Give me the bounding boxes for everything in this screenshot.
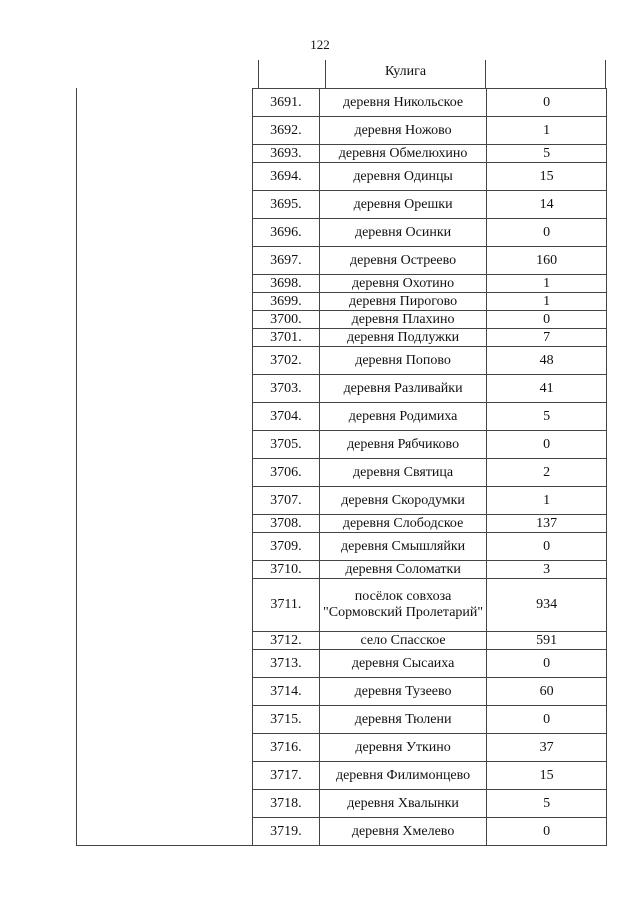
row-number: 3701. bbox=[252, 329, 319, 346]
settlement-name: деревня Рябчиково bbox=[319, 431, 487, 458]
row-number: 3716. bbox=[252, 734, 319, 761]
population-value: 37 bbox=[486, 734, 606, 761]
row-number: 3708. bbox=[252, 515, 319, 532]
table-row bbox=[252, 789, 606, 817]
row-number: 3700. bbox=[252, 311, 319, 328]
population-value: 0 bbox=[486, 89, 606, 116]
page-number: 122 bbox=[310, 37, 330, 52]
settlement-name: деревня Остреево bbox=[319, 247, 487, 274]
population-value: 0 bbox=[486, 650, 606, 677]
row-number: 3699. bbox=[252, 293, 319, 310]
settlement-name: деревня Обмелюхино bbox=[319, 145, 487, 162]
settlement-name: деревня Разливайки bbox=[319, 375, 487, 402]
row-number: 3697. bbox=[252, 247, 319, 274]
table-row bbox=[252, 817, 606, 845]
table-row bbox=[252, 458, 606, 486]
population-value: 160 bbox=[486, 247, 606, 274]
table-row bbox=[252, 402, 606, 430]
row-number: 3718. bbox=[252, 790, 319, 817]
table-header-row bbox=[76, 60, 607, 88]
table-row bbox=[252, 430, 606, 458]
table-row bbox=[252, 761, 606, 789]
table-row bbox=[252, 705, 606, 733]
population-value: 1 bbox=[486, 117, 606, 144]
row-number: 3693. bbox=[252, 145, 319, 162]
table-row bbox=[252, 218, 606, 246]
settlement-name: село Спасское bbox=[319, 632, 487, 649]
settlement-name: деревня Ножово bbox=[319, 117, 487, 144]
settlement-name: деревня Святица bbox=[319, 459, 487, 486]
settlement-name: деревня Тюлени bbox=[319, 706, 487, 733]
header-blank-value bbox=[485, 60, 606, 88]
population-value: 15 bbox=[486, 163, 606, 190]
district-name: Кулига bbox=[325, 60, 485, 88]
settlement-name: деревня Одинцы bbox=[319, 163, 487, 190]
population-value: 0 bbox=[486, 431, 606, 458]
population-value: 1 bbox=[486, 293, 606, 310]
table-row bbox=[252, 649, 606, 677]
table-row bbox=[252, 274, 606, 292]
row-number: 3711. bbox=[252, 579, 319, 631]
table-row bbox=[252, 631, 606, 649]
row-number: 3717. bbox=[252, 762, 319, 789]
population-value: 2 bbox=[486, 459, 606, 486]
population-value: 0 bbox=[486, 706, 606, 733]
row-number: 3712. bbox=[252, 632, 319, 649]
row-number: 3691. bbox=[252, 89, 319, 116]
row-number: 3710. bbox=[252, 561, 319, 578]
population-value: 0 bbox=[486, 311, 606, 328]
settlement-name: деревня Подлужки bbox=[319, 329, 487, 346]
settlement-name: деревня Родимиха bbox=[319, 403, 487, 430]
settlement-name: деревня Хвалынки bbox=[319, 790, 487, 817]
settlement-name: деревня Сысаиха bbox=[319, 650, 487, 677]
population-value: 591 bbox=[486, 632, 606, 649]
row-number: 3704. bbox=[252, 403, 319, 430]
table-row bbox=[252, 292, 606, 310]
population-value: 1 bbox=[486, 487, 606, 514]
row-number: 3713. bbox=[252, 650, 319, 677]
population-value: 14 bbox=[486, 191, 606, 218]
table-row bbox=[252, 190, 606, 218]
settlement-name: деревня Попово bbox=[319, 347, 487, 374]
population-value: 15 bbox=[486, 762, 606, 789]
table-row bbox=[252, 346, 606, 374]
table-row bbox=[252, 328, 606, 346]
settlement-name: посёлок совхоза "Сормовский Пролетарий" bbox=[319, 579, 487, 631]
population-value: 5 bbox=[486, 403, 606, 430]
row-number: 3702. bbox=[252, 347, 319, 374]
settlement-name: деревня Уткино bbox=[319, 734, 487, 761]
table-row bbox=[252, 116, 606, 144]
table-row bbox=[252, 88, 606, 116]
row-number: 3707. bbox=[252, 487, 319, 514]
row-number: 3692. bbox=[252, 117, 319, 144]
population-value: 934 bbox=[486, 579, 606, 631]
table-row bbox=[252, 486, 606, 514]
table-row bbox=[252, 310, 606, 328]
settlement-table bbox=[76, 60, 607, 846]
row-number: 3709. bbox=[252, 533, 319, 560]
population-value: 5 bbox=[486, 145, 606, 162]
settlement-name: деревня Филимонцево bbox=[319, 762, 487, 789]
population-value: 3 bbox=[486, 561, 606, 578]
header-blank-left bbox=[76, 60, 258, 88]
population-value: 48 bbox=[486, 347, 606, 374]
table-row bbox=[252, 677, 606, 705]
settlement-name: деревня Пирогово bbox=[319, 293, 487, 310]
population-value: 137 bbox=[486, 515, 606, 532]
row-number: 3698. bbox=[252, 275, 319, 292]
table-row bbox=[252, 374, 606, 402]
row-number: 3715. bbox=[252, 706, 319, 733]
table-row bbox=[252, 514, 606, 532]
table-row bbox=[252, 162, 606, 190]
population-value: 0 bbox=[486, 533, 606, 560]
table-row bbox=[252, 578, 606, 631]
row-number: 3694. bbox=[252, 163, 319, 190]
population-value: 60 bbox=[486, 678, 606, 705]
table-body bbox=[252, 88, 607, 846]
table-row bbox=[252, 144, 606, 162]
header-blank-num bbox=[258, 60, 325, 88]
settlement-name: деревня Слободское bbox=[319, 515, 487, 532]
settlement-name: деревня Хмелево bbox=[319, 818, 487, 845]
population-value: 41 bbox=[486, 375, 606, 402]
settlement-name: деревня Тузеево bbox=[319, 678, 487, 705]
row-number: 3706. bbox=[252, 459, 319, 486]
table-row bbox=[252, 560, 606, 578]
row-number: 3696. bbox=[252, 219, 319, 246]
left-merged-column bbox=[76, 88, 252, 846]
settlement-name: деревня Никольское bbox=[319, 89, 487, 116]
settlement-name: деревня Соломатки bbox=[319, 561, 487, 578]
settlement-name: деревня Плахино bbox=[319, 311, 487, 328]
table-row bbox=[252, 733, 606, 761]
settlement-name: деревня Орешки bbox=[319, 191, 487, 218]
settlement-name: деревня Осинки bbox=[319, 219, 487, 246]
settlement-name: деревня Смышляйки bbox=[319, 533, 487, 560]
row-number: 3695. bbox=[252, 191, 319, 218]
row-number: 3714. bbox=[252, 678, 319, 705]
table-row bbox=[252, 246, 606, 274]
table-row bbox=[252, 532, 606, 560]
settlement-name: деревня Охотино bbox=[319, 275, 487, 292]
population-value: 7 bbox=[486, 329, 606, 346]
row-number: 3719. bbox=[252, 818, 319, 845]
settlement-name: деревня Скородумки bbox=[319, 487, 487, 514]
row-number: 3703. bbox=[252, 375, 319, 402]
population-value: 0 bbox=[486, 818, 606, 845]
population-value: 1 bbox=[486, 275, 606, 292]
population-value: 0 bbox=[486, 219, 606, 246]
row-number: 3705. bbox=[252, 431, 319, 458]
population-value: 5 bbox=[486, 790, 606, 817]
